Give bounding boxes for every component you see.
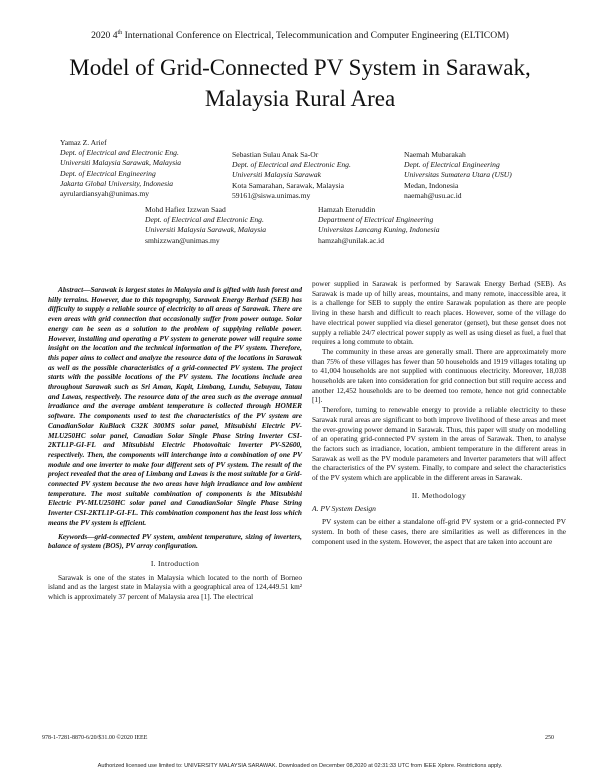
author-block: Yamaz Z. Arief Dept. of Electrical and Electronic Eng. Universiti Malaysia Sarawak, Malaysia Dept. of Electrical Engineering Jakarta Global University, Indonesia ayrulardiansyah@unimas.my	[60, 138, 182, 199]
paper-title	[40, 52, 560, 114]
section-heading: II. Methodology	[411, 490, 467, 500]
title-line-1: Model of Grid-Connected PV System in Sarawak,	[69, 55, 531, 80]
conference-header: 2020 4th International Conference on Electrical, Telecommunication and Computer Engineering (ELTICOM)	[91, 30, 509, 42]
left-column	[48, 285, 302, 602]
isbn-footer: 978-1-7281-8870-6/20/$31.00 ©2020 IEEE	[42, 735, 148, 741]
section-heading: I. Introduction	[150, 558, 200, 568]
authorized-notice: Authorized licensed use limited to: UNIVERSITY MALAYSIA SARAWAK. Downloaded on December 08,2020 at 02:31:33 UTC from IEEE Xplore. Restrictions apply.	[97, 763, 503, 769]
author-block: Hamzah Eteruddin Department of Electrical Engineering Universitas Lancang Kuning, Indonesia hamzah@unilak.ac.id	[318, 205, 440, 245]
right-column	[312, 279, 566, 546]
author-block: Sebastian Sulau Anak Sa-Or Dept. of Electrical and Electronic Eng. Universiti Malaysia Sarawak Kota Samarahan, Sarawak, Malaysia 59161@siswa.unimas.my	[232, 150, 351, 200]
keywords: Keywords—grid-connected PV system, ambient temperature, sizing of inverters, balance of system (BOS), PV array configuration.	[48, 531, 302, 551]
paragraph: Sarawak is one of the states in Malaysia which located to the north of Borneo island and as the largest state in Malaysia with a geographical area of 124,449.51 km² which is approximately 37 percent of Malaysia area [1]. The electrical	[48, 572, 302, 602]
author-block: Naemah Mubarakah Dept. of Electrical Engineering Universitas Sumatera Utara (USU) Medan, Indonesia naemah@usu.ac.id	[404, 150, 512, 200]
paragraph: Therefore, turning to renewable energy to provide a reliable electricity to these Sarawak rural areas are significant to both improve livelihood of these areas and meet the ever-growing power demand in Sarawak. Thus, this paper will study on modelling of an operating grid-connected PV system in the areas of Sarawak. Then, to analyse the factors such as irradiance, location, ambient temperature in the different areas in Sarawak as well as the PV module parameters and Inverter parameters that will affect the characteristics of the PV system. Finally, to compare and select the characteristics of the PV system which are applicable in the different areas in Sarawak.	[312, 405, 566, 483]
paragraph: The community in these areas are generally small. There are approximately more than 75% of these villages has fewer than 50 households and 1919 villages totaling up to 41,004 households are not supplied with continuous electricity. Moreover, 18,038 households are taken into consideration for grid connection but still require access and another 12,452 households are to be deemed too remote, hence not grid connectable [1].	[312, 346, 566, 405]
page-number: 250	[545, 735, 554, 741]
abstract: Abstract—Sarawak is largest states in Malaysia and is gifted with lush forest and hilly terrains. However, due to this topography, Sarawak Energy Berhad (SEB) has difficulty to supply a reliable source of electricity to all areas of Sarawak. There are even areas with grid connection that occasionally suffer from power outage. Solar energy can be seen as a solution to the problem of supplying reliable power. However, installing and operating a PV system to generate power will require some insight on the location and the technical information of the PV system. Therefore, this paper aims to collect and analyze the resource data of the locations in Sarawak as well as the possible characteristics of a grid-connected PV system. The project starts with the possible locations of the PV system. The locations include area throughout Sarawak such as Sri Aman, Kapit, Limbang, Lundu, Sebuyau, Tatau and Lawas, respectively. The resource data of the area such as the average annual irradiance and the average ambient temperature is collected through HOMER software. The components used to test the characteristics of the PV system are CanadianSolar KuBlack C32K 300MS solar panel, Mitsubishi Electric PV-MLU250HC solar panel, Canadian Solar Single Phase String Inverter CSI-2KTL1P-GI-FL and Mitsubishi Electric Photovoltaic Inverter PV-S2600, respectively. Then, the components will interchange into a combination of one PV module and one inverter to make four different sets of PV system. The result of the project revealed that the area of Limbang and Lawas is the most suitable for a Grid-connected PV system because the two areas have high irradiance and low ambient temperature. The most suitable combination of components is the Mitsubishi Electric PV-MLU250HC solar panel and CanadianSolar Single Phase String Inverter CSI-2KTL1P-GI-FL. This combination component has the least loss which means the PV system is efficient.	[48, 285, 302, 527]
author-block: Mohd Hafiez Izzwan Saad Dept. of Electrical and Electronic Eng. Universiti Malaysia Sarawak, Malaysia smhizzwan@unimas.my	[145, 205, 267, 245]
subsection-heading: A. PV System Design	[312, 504, 376, 514]
title-line-2: Malaysia Rural Area	[204, 86, 396, 111]
paragraph: PV system can be either a standalone off-grid PV system or a grid-connected PV system. In both of these cases, there are similarities as well as differences in the component used in the system. However, the aspect that are taken into account are	[312, 517, 566, 546]
paragraph: power supplied in Sarawak is performed by Sarawak Energy Berhad (SEB). As Sarawak is made up of hilly areas, mountains, and many remote, inaccessible area, it is a challenge for SEB to supply the entire Sarawak population as there are people living in these harsh and difficult to reach places. However, some of the village do have electrical power supplied via diesel generator (genset), but these genset does not supply a reliable 24/7 electrical power supply as well as using diesel as fuel, a fuel that requires a long commute to obtain.	[312, 279, 566, 347]
